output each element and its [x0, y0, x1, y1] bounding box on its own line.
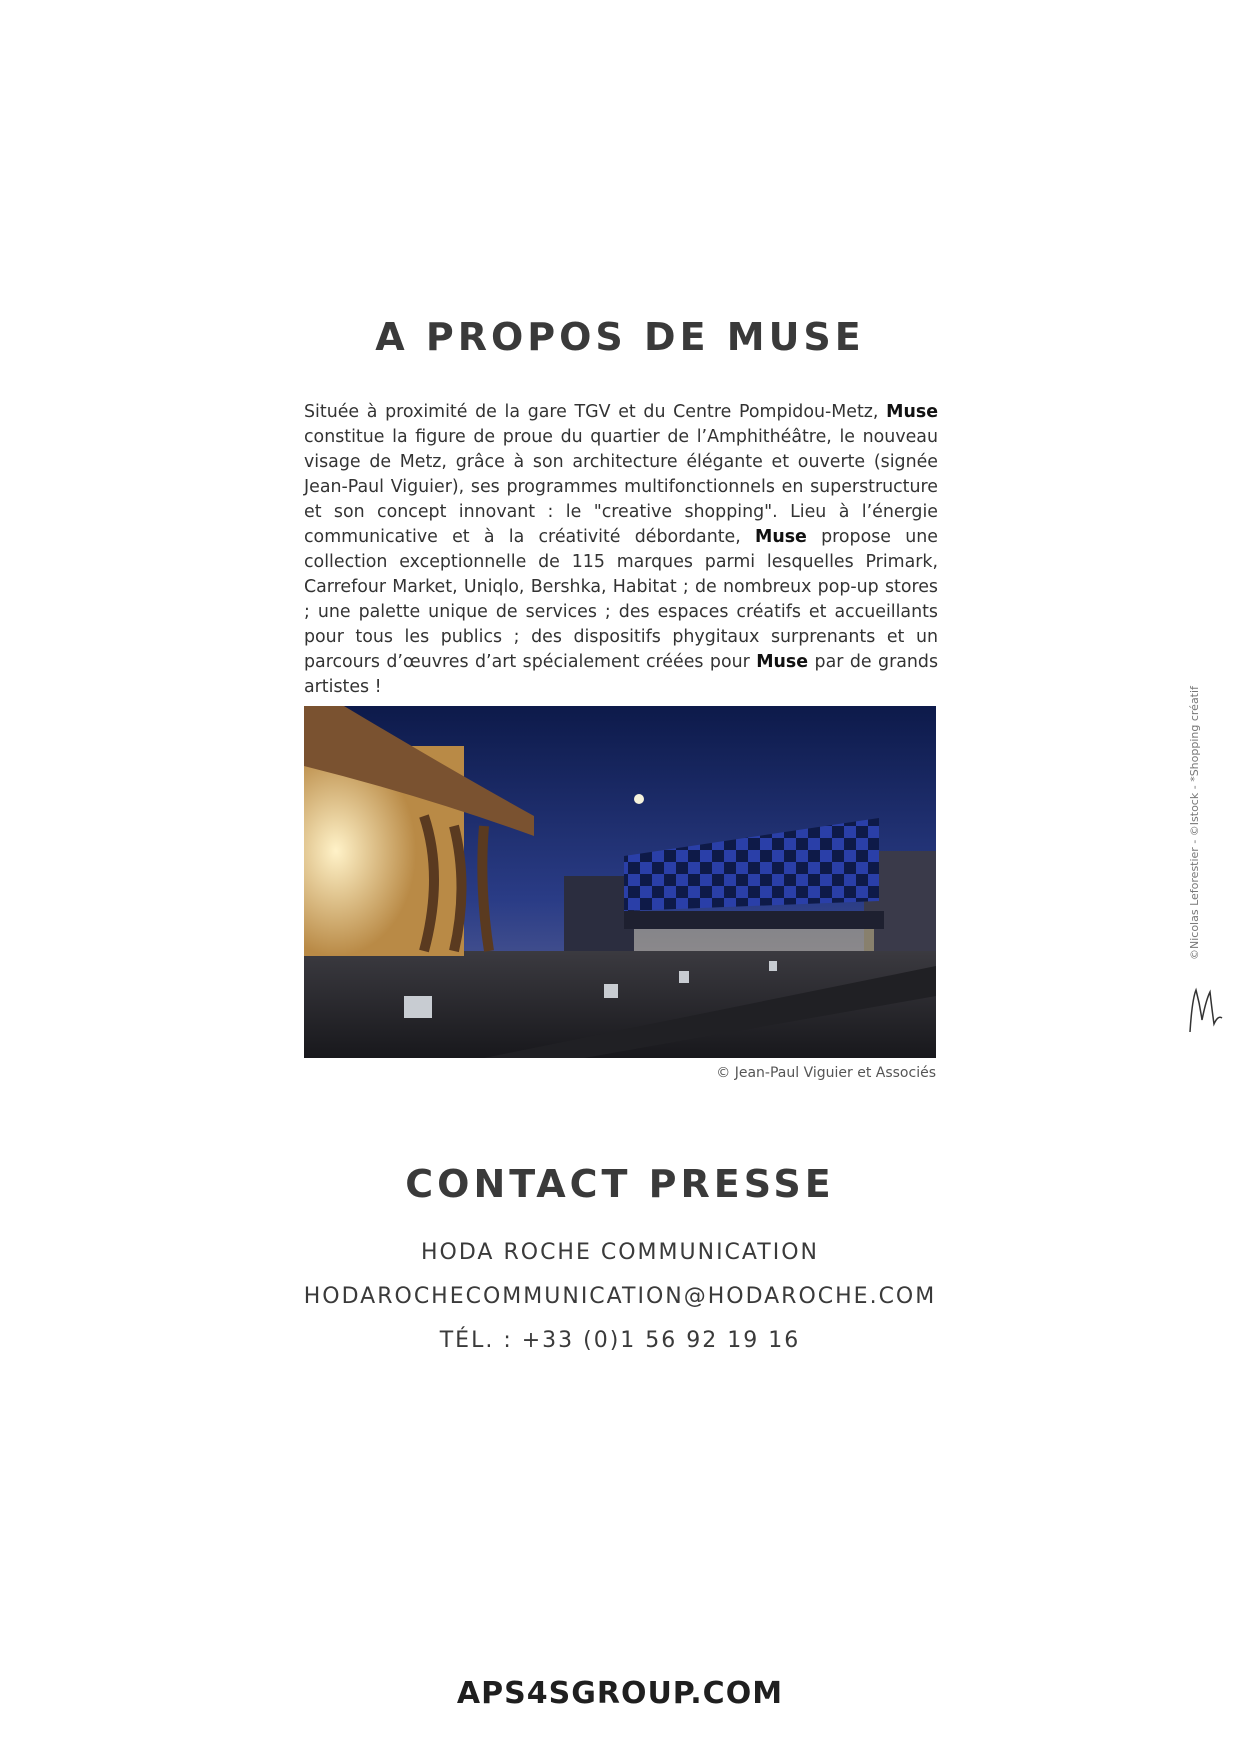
- side-photo-credit: ©Nicolas Leforestier - ©Istock - *Shopping créatif: [1188, 686, 1201, 960]
- contact-title: CONTACT PRESSE: [405, 1162, 835, 1206]
- paragraph-text: par de grands artistes !: [304, 652, 938, 697]
- contact-phone: TÉL. : +33 (0)1 56 92 19 16: [439, 1328, 801, 1353]
- about-paragraph: [304, 400, 938, 700]
- brand-name-muse: Muse: [755, 527, 807, 547]
- paragraph-text: Située à proximité de la gare TGV et du Centre Pompidou-Metz,: [304, 402, 887, 422]
- contact-company: HODA ROCHE COMMUNICATION: [421, 1240, 819, 1265]
- footer-website-link[interactable]: APS4SGROUP.COM: [456, 1676, 784, 1711]
- paragraph-text: constitue la figure de proue du quartier de l’Amphithéâtre, le nouveau visage de Metz, grâce à son architecture élégante et ouverte (signée Jean-Paul Viguier), ses programmes multifonctionnels en superstructure et son concept innovant : le "creative shopping". Lieu à l’énergie communicative et à la créativité débordante,: [304, 427, 938, 547]
- paragraph-text: propose une collection exceptionnelle de 115 marques parmi lesquelles Primark, Carrefour Market, Uniqlo, Bershka, Habitat ; de nombreux pop-up stores ; une palette unique de services ; des espaces créatifs et accueillants pour tous les publics ; des dispositifs phygitaux surprenants et un parcours d’œuvres d’art spécialement créées pour: [304, 527, 938, 672]
- signature-mark: [1180, 960, 1230, 1040]
- brand-name-muse: Muse: [756, 652, 809, 672]
- muse-night-render-photo: [304, 706, 936, 1058]
- photo-credit: © Jean-Paul Viguier et Associés: [716, 1065, 936, 1081]
- brand-name-muse: Muse: [886, 402, 938, 422]
- about-title: A PROPOS DE MUSE: [375, 315, 865, 359]
- contact-email-link[interactable]: HODAROCHECOMMUNICATION@HODAROCHE.COM: [303, 1284, 937, 1309]
